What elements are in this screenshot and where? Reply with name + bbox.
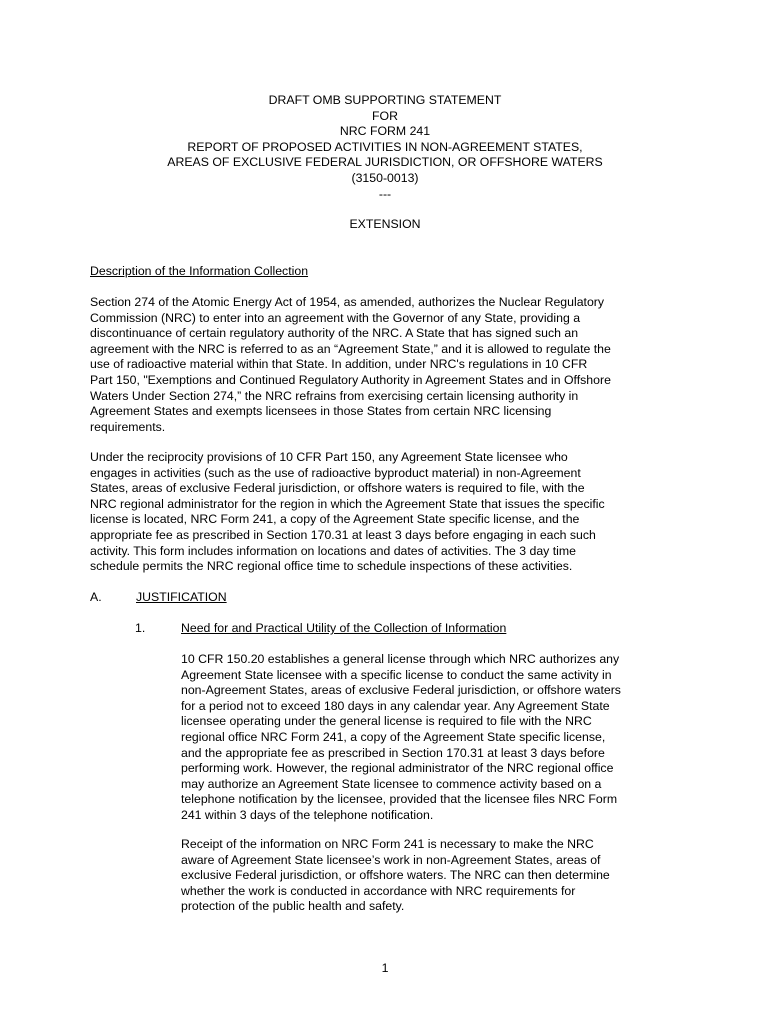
text-line: licensee operating under the general license is required to file with the NRC: [181, 714, 592, 729]
text-line: 10 CFR 150.20 establishes a general license through which NRC authorizes any: [181, 652, 620, 666]
text-line: non-Agreement States, areas of exclusive Federal jurisdiction, or offshore waters: [181, 683, 621, 698]
item-1-heading: [135, 621, 506, 637]
text-line: Waters Under Section 274,” the NRC refrains from exercising certain licensing authority in: [90, 388, 579, 403]
title-line: REPORT OF PROPOSED ACTIVITIES IN NON-AGREEMENT STATES,: [187, 139, 583, 154]
description-heading: Description of the Information Collection: [90, 264, 309, 278]
text-line: appropriate fee as prescribed in Section 170.31 at least 3 days before engaging in each such: [90, 527, 596, 542]
text-line: use of radioactive material within that State. In addition, under NRC's regulations in 10 CFR: [90, 357, 588, 372]
item-1-number: 1.: [135, 621, 146, 635]
text-line: exclusive Federal jurisdiction, or offshore waters. The NRC can then determine: [181, 868, 610, 883]
text-line: may authorize an Agreement State licensee to commence activity based on a: [181, 776, 602, 791]
text-line: 241 within 3 days of the telephone notification.: [181, 807, 434, 822]
text-line: States, areas of exclusive Federal jurisdiction, or offshore waters is required to file, with the: [90, 481, 585, 496]
item-1-paragraph-2: [181, 837, 691, 915]
text-line: Agreement State licensee with a specific license to conduct the same activity in: [181, 667, 612, 682]
text-line: schedule permits the NRC regional office time to schedule inspections of these activities.: [90, 559, 573, 574]
description-paragraph-2: [90, 450, 690, 575]
text-line: Commission (NRC) to enter into an agreement with the Governor of any State, providing a: [90, 310, 581, 325]
text-line: telephone notification by the licensee, provided that the licensee files NRC Form: [181, 792, 618, 807]
justification-letter: A.: [90, 590, 102, 604]
title-line: ---: [378, 186, 392, 201]
text-line: aware of Agreement State licensee’s work in non-Agreement States, areas of: [181, 852, 601, 867]
text-line: and the appropriate fee as prescribed in Section 170.31 at least 3 days before: [181, 745, 605, 760]
title-line: AREAS OF EXCLUSIVE FEDERAL JURISDICTION, OR OFFSHORE WATERS: [167, 155, 603, 170]
text-line: performing work. However, the regional administrator of the NRC regional office: [181, 761, 614, 776]
text-line: regional office NRC Form 241, a copy of the Agreement State specific license,: [181, 729, 606, 744]
justification-label: JUSTIFICATION: [136, 590, 227, 604]
text-line: Section 274 of the Atomic Energy Act of 1954, as amended, authorizes the Nuclear Regulatory: [90, 295, 605, 309]
text-line: protection of the public health and safety.: [181, 899, 405, 914]
text-line: discontinuance of certain regulatory authority of the NRC. A State that has signed such an: [90, 326, 579, 341]
item-1-label: Need for and Practical Utility of the Collection of Information: [181, 621, 507, 635]
justification-heading: [90, 590, 227, 606]
text-line: requirements.: [90, 419, 166, 434]
title-line: FOR: [372, 108, 398, 123]
description-paragraph-1: [90, 295, 690, 435]
title-line: DRAFT OMB SUPPORTING STATEMENT: [268, 93, 502, 107]
page-number: 1: [381, 961, 389, 975]
text-line: engages in activities (such as the use of radioactive byproduct material) in non-Agreement: [90, 465, 581, 480]
item-1-paragraph-1: [181, 652, 691, 824]
text-line: license is located, NRC Form 241, a copy of the Agreement State specific license, and the: [90, 512, 580, 527]
text-line: NRC regional administrator for the region in which the Agreement State that issues the specific: [90, 496, 605, 511]
title-line: (3150-0013): [351, 170, 419, 185]
text-line: Receipt of the information on NRC Form 241 is necessary to make the NRC: [181, 837, 594, 851]
text-line: activity. This form includes information on locations and dates of activities. The 3 day time: [90, 543, 576, 558]
document-title: [90, 93, 680, 202]
text-line: Agreement States and exempts licensees in those States from certain NRC licensing: [90, 404, 552, 419]
text-line: for a period not to exceed 180 days in any calendar year. Any Agreement State: [181, 698, 610, 713]
title-line: NRC FORM 241: [339, 124, 431, 139]
submission-status: EXTENSION: [349, 217, 421, 231]
text-line: whether the work is conducted in accordance with NRC requirements for: [181, 883, 576, 898]
text-line: Part 150, "Exemptions and Continued Regulatory Authority in Agreement States and in Offshore: [90, 372, 611, 387]
text-line: Under the reciprocity provisions of 10 CFR Part 150, any Agreement State licensee who: [90, 450, 568, 464]
text-line: agreement with the NRC is referred to as an “Agreement State,” and it is allowed to regulate the: [90, 341, 611, 356]
